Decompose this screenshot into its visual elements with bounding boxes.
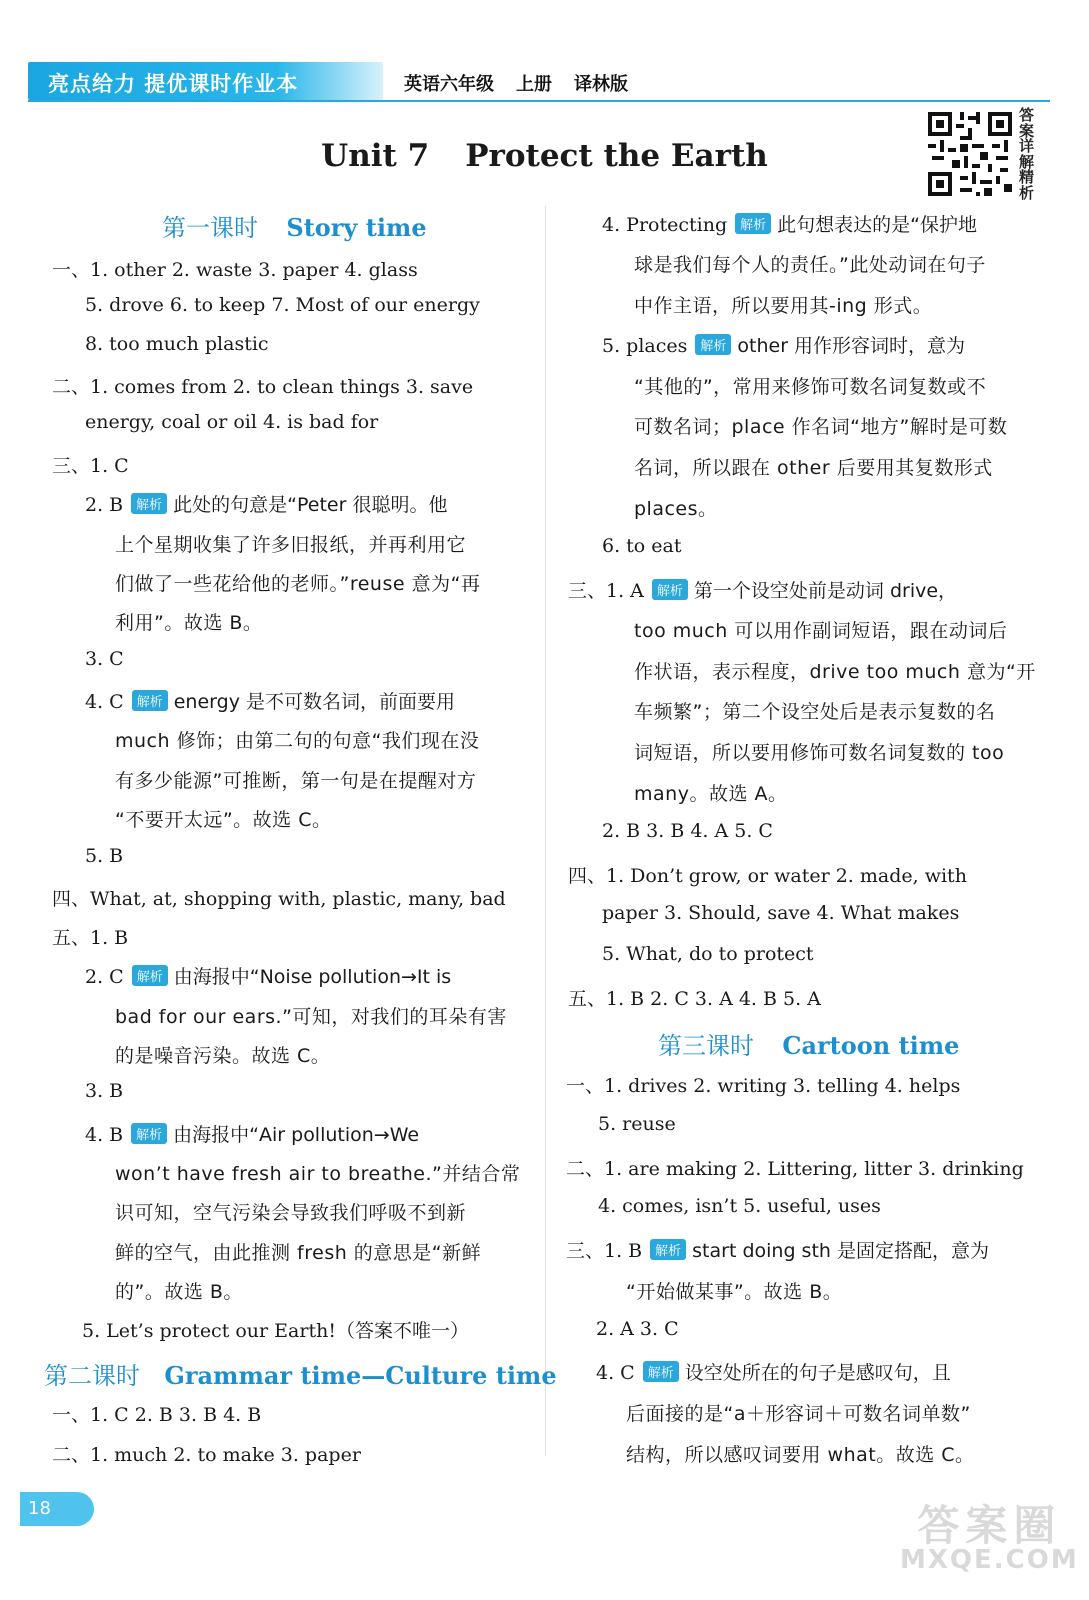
answer-line: 5. reuse bbox=[598, 1113, 676, 1135]
explanation-line: “开始做某事”。故选 B。 bbox=[626, 1281, 843, 1303]
answer-line: 一、1. drives 2. writing 3. telling 4. helps bbox=[566, 1075, 961, 1097]
answer-line: 3. C bbox=[85, 648, 124, 670]
explanation-text: start doing sth 是固定搭配，意为 bbox=[692, 1240, 989, 1262]
explanation-text: energy 是不可数名词，前面要用 bbox=[173, 691, 455, 713]
explanation-line: 结构，所以感叹词要用 what。故选 C。 bbox=[626, 1444, 975, 1466]
qr-code-icon[interactable] bbox=[924, 108, 1016, 200]
explanation-line: won’t have fresh air to breathe.”并结合常 bbox=[115, 1163, 521, 1185]
explanation-line: much 修饰；由第二句的句意“我们现在没 bbox=[115, 730, 480, 752]
answer-number: 4. C bbox=[596, 1362, 635, 1384]
answer-line: 8. too much plastic bbox=[85, 333, 269, 355]
answer-line bbox=[602, 210, 977, 237]
explanation-line: 识可知，空气污染会导致我们呼吸不到新 bbox=[115, 1202, 467, 1224]
explanation-text: 由海报中“Air pollution→We bbox=[173, 1124, 420, 1146]
explanation-line: 的”。故选 B。 bbox=[115, 1281, 243, 1303]
explanation-text: other 用作形容词时，意为 bbox=[737, 335, 966, 357]
answer-line: 2. B 3. B 4. A 5. C bbox=[602, 820, 773, 842]
section-title-lesson1-en: Story time bbox=[286, 213, 427, 242]
unit-number: Unit 7 bbox=[321, 138, 430, 174]
book-subject: 英语六年级 bbox=[404, 74, 494, 95]
page-number: 18 bbox=[20, 1492, 94, 1526]
explanation-text: 第一个设空处前是动词 drive， bbox=[693, 580, 958, 602]
answer-line bbox=[85, 962, 451, 989]
answer-line: 四、What, at, shopping with, plastic, many, bad bbox=[52, 888, 506, 910]
explanation-badge: 解析 bbox=[643, 1361, 679, 1382]
answer-number: 4. C bbox=[85, 691, 124, 713]
section-title-lesson3-en: Cartoon time bbox=[782, 1031, 960, 1060]
watermark-line2: MXQE.COM bbox=[900, 1545, 1079, 1575]
section-title-lesson1 bbox=[162, 208, 427, 243]
explanation-badge: 解析 bbox=[652, 579, 688, 600]
explanation-text: 由海报中“Noise pollution→It is bbox=[173, 966, 452, 988]
answer-line: 二、1. are making 2. Littering, litter 3. drinking bbox=[566, 1158, 1024, 1180]
answer-line: 5. drove 6. to keep 7. Most of our energy bbox=[85, 294, 480, 316]
explanation-line: 作状语，表示程度，drive too much 意为“开 bbox=[634, 661, 1036, 683]
explanation-text: 此句想表达的是“保护地 bbox=[777, 214, 977, 236]
answer-number: 2. C bbox=[85, 966, 124, 988]
answer-line: 五、1. B bbox=[52, 927, 129, 949]
explanation-badge: 解析 bbox=[131, 493, 167, 514]
answer-line bbox=[602, 331, 965, 358]
answer-number: 2. B bbox=[85, 494, 124, 516]
answer-line bbox=[568, 576, 957, 603]
series-title: 亮点给力 提优课时作业本 bbox=[48, 72, 299, 96]
section-title-lesson3-zh: 第三课时 bbox=[658, 1032, 754, 1060]
explanation-text: 设空处所在的句子是感叹句，且 bbox=[684, 1362, 951, 1384]
answer-line: 一、1. other 2. waste 3. paper 4. glass bbox=[52, 259, 418, 281]
explanation-line: 利用”。故选 B。 bbox=[115, 612, 263, 634]
section-title-lesson2 bbox=[44, 1356, 557, 1391]
answer-line: energy, coal or oil 4. is bad for bbox=[85, 411, 379, 433]
book-edition: 译林版 bbox=[574, 74, 628, 95]
section-title-lesson3 bbox=[658, 1026, 959, 1061]
explanation-text: 此处的句意是“Peter 很聪明。他 bbox=[173, 494, 448, 516]
explanation-line: 有多少能源”可推断，第一句是在提醒对方 bbox=[115, 770, 477, 792]
explanation-badge: 解析 bbox=[650, 1239, 686, 1260]
explanation-line: 后面接的是“a＋形容词＋可数名词单数” bbox=[626, 1403, 971, 1425]
explanation-badge: 解析 bbox=[132, 690, 168, 711]
answer-number: 三、1. A bbox=[568, 580, 644, 602]
answer-line bbox=[85, 490, 447, 517]
answer-line: 6. to eat bbox=[602, 535, 682, 557]
explanation-line: 球是我们每个人的责任。”此处动词在句子 bbox=[634, 254, 986, 276]
answer-line: 一、1. C 2. B 3. B 4. B bbox=[52, 1404, 262, 1426]
qr-label: 答案详解精析 bbox=[1019, 106, 1035, 202]
explanation-line: places。 bbox=[634, 498, 718, 520]
explanation-line: 车频繁”；第二个设空处后是表示复数的名 bbox=[634, 701, 996, 723]
unit-name: Protect the Earth bbox=[465, 138, 768, 174]
explanation-line: 们做了一些花给他的老师。”reuse 意为“再 bbox=[115, 573, 481, 595]
answer-line: 二、1. comes from 2. to clean things 3. save bbox=[52, 376, 474, 398]
header-rule bbox=[28, 100, 1050, 102]
answer-line: 5. B bbox=[85, 845, 124, 867]
explanation-line: 的是噪音污染。故选 C。 bbox=[115, 1045, 331, 1067]
section-title-lesson2-zh: 第二课时 bbox=[44, 1362, 140, 1390]
answer-line: 二、1. much 2. to make 3. paper bbox=[52, 1444, 361, 1466]
answer-line: 5. Let’s protect our Earth!（答案不唯一） bbox=[82, 1320, 469, 1342]
answer-number: 5. places bbox=[602, 335, 688, 357]
answer-line bbox=[596, 1358, 951, 1385]
answer-number: 4. B bbox=[85, 1124, 124, 1146]
explanation-line: many。故选 A。 bbox=[634, 783, 788, 805]
answer-line bbox=[566, 1236, 989, 1263]
explanation-badge: 解析 bbox=[695, 334, 731, 355]
explanation-badge: 解析 bbox=[132, 965, 168, 986]
explanation-line: 可数名词；place 作名词“地方”解时是可数 bbox=[634, 416, 1008, 438]
answer-line bbox=[85, 687, 455, 714]
explanation-line: 名词，所以跟在 other 后要用其复数形式 bbox=[634, 457, 993, 479]
explanation-line: 中作主语，所以要用其-ing 形式。 bbox=[634, 295, 933, 317]
explanation-badge: 解析 bbox=[131, 1123, 167, 1144]
explanation-line: 上个星期收集了许多旧报纸，并再利用它 bbox=[115, 534, 467, 556]
section-title-lesson2-en: Grammar time—Culture time bbox=[164, 1361, 557, 1390]
column-divider bbox=[545, 206, 546, 1456]
explanation-badge: 解析 bbox=[735, 213, 771, 234]
explanation-line: “其他的”，常用来修饰可数名词复数或不 bbox=[634, 376, 987, 398]
answer-line: 四、1. Don’t grow, or water 2. made, with bbox=[568, 865, 967, 887]
explanation-line: 词短语，所以要用修饰可数名词复数的 too bbox=[634, 742, 1005, 764]
section-title-lesson1-zh: 第一课时 bbox=[162, 214, 258, 242]
answer-line: 三、1. C bbox=[52, 455, 129, 477]
explanation-line: “不要开太远”。故选 C。 bbox=[115, 809, 332, 831]
answer-line: 4. comes, isn’t 5. useful, uses bbox=[598, 1195, 881, 1217]
answer-number: 三、1. B bbox=[566, 1240, 643, 1262]
answer-line bbox=[85, 1120, 419, 1147]
answer-line: 5. What, do to protect bbox=[602, 943, 814, 965]
answer-line: 五、1. B 2. C 3. A 4. B 5. A bbox=[568, 988, 821, 1010]
answer-line: 2. A 3. C bbox=[596, 1318, 679, 1340]
explanation-line: 鲜的空气，由此推测 fresh 的意思是“新鲜 bbox=[115, 1242, 482, 1264]
explanation-line: too much 可以用作副词短语，跟在动词后 bbox=[634, 620, 1008, 642]
explanation-line: bad for our ears.”可知，对我们的耳朵有害 bbox=[115, 1006, 507, 1028]
answer-number: 4. Protecting bbox=[602, 214, 728, 236]
answer-line: 3. B bbox=[85, 1080, 124, 1102]
book-info bbox=[404, 70, 650, 96]
answer-line: paper 3. Should, save 4. What makes bbox=[602, 902, 960, 924]
watermark bbox=[900, 1501, 1079, 1575]
watermark-line1: 答案圈 bbox=[917, 1501, 1062, 1550]
book-volume: 上册 bbox=[516, 74, 552, 95]
